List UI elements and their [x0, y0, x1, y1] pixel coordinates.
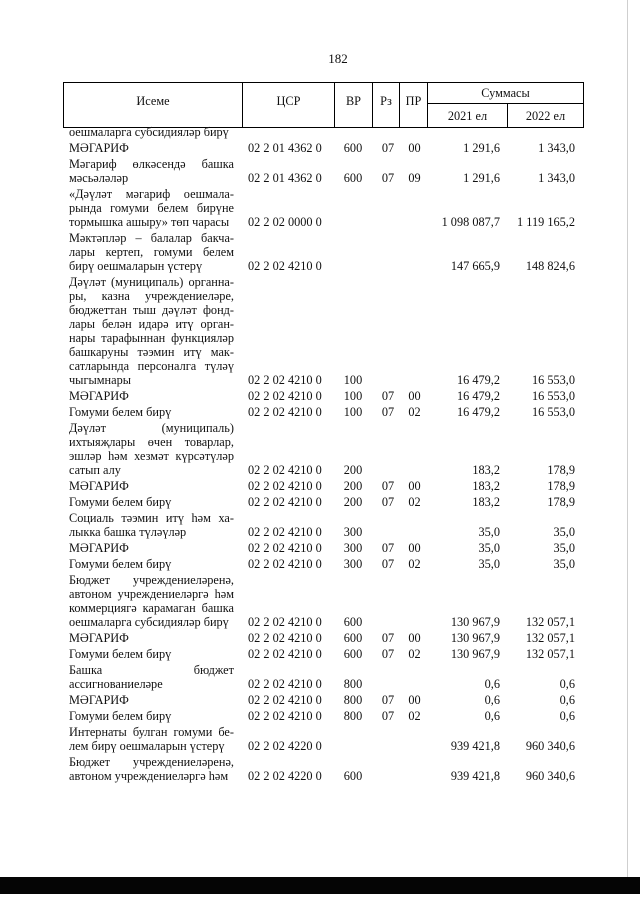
csr-cell: 02 2 02 4210 0	[248, 525, 322, 539]
csr-cell: 02 2 02 0000 0	[248, 215, 322, 229]
row-name-line: бирү оешмаларын үстерү	[69, 259, 203, 273]
csr-cell: 02 2 02 4210 0	[248, 709, 322, 723]
row-name-line: Мәктәпләр – балалар бакча-	[69, 231, 234, 245]
row-name-cell	[63, 693, 242, 707]
row-name-line: мәсьәләләр	[69, 171, 129, 185]
header-name: Исеме	[64, 83, 243, 128]
vr-cell: 100	[343, 405, 363, 419]
row-name-cell	[63, 541, 242, 555]
csr-cell: 02 2 02 4210 0	[248, 389, 322, 403]
vr-cell: 100	[343, 373, 363, 387]
sum-2021-cell: 183,2	[472, 463, 500, 477]
sum-2021-cell: 1 291,6	[463, 141, 500, 155]
rz-cell: 07	[381, 405, 395, 419]
row-name-line: ассигнованиеләре	[69, 677, 163, 691]
row-name-line: Интернаты булган гомуми бе-	[69, 725, 234, 739]
table-row	[63, 540, 583, 556]
vr-cell: 600	[343, 141, 363, 155]
sum-2021-cell: 16 479,2	[456, 373, 500, 387]
row-name-line: МӘГАРИФ	[69, 389, 129, 403]
sum-2021-cell: 130 967,9	[450, 615, 500, 629]
table-row	[63, 140, 583, 156]
rz-cell: 07	[381, 693, 395, 707]
vr-cell: 600	[343, 769, 363, 783]
header-rz: Рз	[373, 83, 400, 128]
vr-cell: 100	[343, 389, 363, 403]
pr-cell: 02	[408, 495, 421, 509]
row-name-line: оешмаларга субсидияләр бирү	[69, 125, 229, 139]
sum-2022-cell: 16 553,0	[531, 389, 575, 403]
vr-cell: 600	[343, 171, 363, 185]
vr-cell: 300	[343, 557, 363, 571]
vr-cell: 600	[343, 647, 363, 661]
csr-cell: 02 2 01 4362 0	[248, 171, 322, 185]
row-name-line: Гомуми белем бирү	[69, 405, 172, 419]
sum-2021-cell: 16 479,2	[456, 405, 500, 419]
pr-cell: 00	[408, 541, 421, 555]
table-row	[63, 630, 583, 646]
vr-cell: 200	[343, 495, 363, 509]
row-name-line: бюджеттан тыш дәүләт фонд-	[69, 303, 234, 317]
row-name-line: Мәгариф өлкәсендә башка	[69, 157, 234, 171]
sum-2022-cell: 1 119 165,2	[517, 215, 575, 229]
row-name-line: Гомуми белем бирү	[69, 647, 172, 661]
sum-2021-cell: 130 967,9	[450, 647, 500, 661]
sum-2021-cell: 35,0	[478, 525, 500, 539]
sum-2022-cell: 0,6	[559, 693, 575, 707]
row-name-line: МӘГАРИФ	[69, 631, 129, 645]
sum-2021-cell: 130 967,9	[450, 631, 500, 645]
table-row	[63, 708, 583, 724]
table-row	[63, 724, 583, 754]
sum-2021-cell: 0,6	[484, 709, 500, 723]
header-sum-2022: 2022 ел	[508, 104, 584, 128]
table-row	[63, 662, 583, 692]
sum-2022-cell: 35,0	[553, 525, 575, 539]
sum-2021-cell: 939 421,8	[450, 739, 500, 753]
row-name-line: МӘГАРИФ	[69, 141, 129, 155]
row-name-line: Гомуми белем бирү	[69, 557, 172, 571]
table-row	[63, 404, 583, 420]
row-name-line: Гомуми белем бирү	[69, 709, 172, 723]
sum-2022-cell: 132 057,1	[525, 631, 575, 645]
header-vr: ВР	[335, 83, 373, 128]
rz-cell: 07	[381, 479, 395, 493]
rz-cell: 07	[381, 631, 395, 645]
pr-cell: 02	[408, 647, 421, 661]
row-name-line: эшләр һәм хезмәт күрсәтүләр	[69, 449, 234, 463]
vr-cell: 300	[343, 525, 363, 539]
table-row	[63, 494, 583, 510]
rz-cell: 07	[381, 557, 395, 571]
row-name-line: Социаль тәэмин итү һәм ха-	[69, 511, 234, 525]
row-name-cell	[63, 573, 242, 629]
table-row	[63, 754, 583, 784]
csr-cell: 02 2 02 4210 0	[248, 463, 322, 477]
rz-cell: 07	[381, 541, 395, 555]
header-sum-2021: 2021 ел	[428, 104, 508, 128]
row-name-cell	[63, 421, 242, 477]
pr-cell: 02	[408, 709, 421, 723]
sum-2022-cell: 178,9	[547, 463, 575, 477]
table-row	[63, 124, 583, 140]
sum-2021-cell: 1 098 087,7	[441, 215, 500, 229]
sum-2021-cell: 147 665,9	[450, 259, 500, 273]
sum-2022-cell: 178,9	[547, 479, 575, 493]
row-name-line: МӘГАРИФ	[69, 479, 129, 493]
pr-cell: 02	[408, 405, 421, 419]
row-name-line: лары белән идарә итү орган-	[69, 317, 234, 331]
sum-2022-cell: 1 343,0	[538, 141, 575, 155]
sum-2022-cell: 1 343,0	[538, 171, 575, 185]
row-name-line: «Дәүләт мәгариф оешмала-	[69, 187, 234, 201]
rz-cell: 07	[381, 389, 395, 403]
row-name-cell	[63, 631, 242, 645]
row-name-line: рында гомуми белем бирүне	[69, 201, 234, 215]
csr-cell: 02 2 02 4210 0	[248, 677, 322, 691]
row-name-cell	[63, 479, 242, 493]
pr-cell: 00	[408, 693, 421, 707]
csr-cell: 02 2 02 4220 0	[248, 769, 322, 783]
sum-2022-cell: 35,0	[553, 541, 575, 555]
sum-2022-cell: 148 824,6	[525, 259, 575, 273]
sum-2022-cell: 0,6	[559, 677, 575, 691]
vr-cell: 300	[343, 541, 363, 555]
table-row	[63, 572, 583, 630]
table-row	[63, 156, 583, 186]
sum-2022-cell: 960 340,6	[525, 769, 575, 783]
sum-2022-cell: 35,0	[553, 557, 575, 571]
row-name-cell	[63, 709, 242, 723]
sum-2021-cell: 0,6	[484, 677, 500, 691]
row-name-cell	[63, 663, 242, 691]
row-name-line: Дәүләт (муниципаль) органна-	[69, 275, 234, 289]
sum-2021-cell: 35,0	[478, 541, 500, 555]
csr-cell: 02 2 02 4220 0	[248, 739, 322, 753]
row-name-line: Дәүләт (муниципаль)	[69, 421, 234, 435]
page-number: 182	[328, 51, 348, 66]
row-name-cell	[63, 647, 242, 661]
csr-cell: 02 2 01 4362 0	[248, 141, 322, 155]
rz-cell: 07	[381, 709, 395, 723]
scan-edge-line	[627, 0, 628, 877]
vr-cell: 600	[343, 631, 363, 645]
sum-2021-cell: 1 291,6	[463, 171, 500, 185]
csr-cell: 02 2 02 4210 0	[248, 541, 322, 555]
pr-cell: 00	[408, 479, 421, 493]
row-name-line: Гомуми белем бирү	[69, 495, 172, 509]
pr-cell: 00	[408, 631, 421, 645]
header-csr: ЦСР	[243, 83, 335, 128]
row-name-line: Бюджет учреждениеләренә,	[69, 755, 234, 769]
row-name-line: ихтыяҗлары өчен товарлар,	[69, 435, 234, 449]
vr-cell: 200	[343, 463, 363, 477]
sum-2021-cell: 183,2	[472, 479, 500, 493]
sum-2021-cell: 939 421,8	[450, 769, 500, 783]
sum-2022-cell: 0,6	[559, 709, 575, 723]
row-name-cell	[63, 157, 242, 185]
row-name-line: Башка бюджет	[69, 663, 234, 677]
table-row	[63, 646, 583, 662]
sum-2022-cell: 132 057,1	[525, 647, 575, 661]
row-name-cell	[63, 511, 242, 539]
row-name-line: оешмаларга субсидияләр бирү	[69, 615, 229, 629]
sum-2021-cell: 16 479,2	[456, 389, 500, 403]
header-pr: ПР	[400, 83, 428, 128]
table-row	[63, 556, 583, 572]
row-name-line: сатып алу	[69, 463, 121, 477]
vr-cell: 800	[343, 677, 363, 691]
table-row	[63, 274, 583, 388]
sum-2021-cell: 0,6	[484, 693, 500, 707]
sum-2022-cell: 132 057,1	[525, 615, 575, 629]
table-row	[63, 420, 583, 478]
row-name-cell	[63, 187, 242, 229]
row-name-line: Бюджет учреждениеләренә,	[69, 573, 234, 587]
rz-cell: 07	[381, 171, 395, 185]
row-name-line: автоном учреждениеләргә һәм	[69, 769, 229, 783]
row-name-line: сатларында персоналга түләү	[69, 359, 234, 373]
row-name-line: нары тарафыннан функцияләр	[69, 331, 234, 345]
vr-cell: 800	[343, 693, 363, 707]
row-name-cell	[63, 141, 242, 155]
row-name-line: автоном учреждениеләргә һәм	[69, 587, 234, 601]
sum-2022-cell: 960 340,6	[525, 739, 575, 753]
csr-cell: 02 2 02 4210 0	[248, 405, 322, 419]
scan-bottom-bar	[0, 877, 640, 894]
row-name-cell	[63, 125, 242, 139]
csr-cell: 02 2 02 4210 0	[248, 631, 322, 645]
row-name-cell	[63, 725, 242, 753]
pr-cell: 09	[408, 171, 421, 185]
vr-cell: 600	[343, 615, 363, 629]
csr-cell: 02 2 02 4210 0	[248, 479, 322, 493]
row-name-line: тормышка ашыру» төп чарасы	[69, 215, 230, 229]
csr-cell: 02 2 02 4210 0	[248, 259, 322, 273]
sum-2021-cell: 183,2	[472, 495, 500, 509]
row-name-cell	[63, 405, 242, 419]
vr-cell: 200	[343, 479, 363, 493]
row-name-cell	[63, 557, 242, 571]
table-row	[63, 388, 583, 404]
pr-cell: 02	[408, 557, 421, 571]
rz-cell: 07	[381, 495, 395, 509]
row-name-line: МӘГАРИФ	[69, 693, 129, 707]
vr-cell: 800	[343, 709, 363, 723]
sum-2021-cell: 35,0	[478, 557, 500, 571]
csr-cell: 02 2 02 4210 0	[248, 615, 322, 629]
row-name-line: коммерциягә карамаган башка	[69, 601, 234, 615]
table-row	[63, 230, 583, 274]
row-name-line: лем бирү оешмаларын үстерү	[69, 739, 225, 753]
table-header	[63, 82, 584, 128]
row-name-cell	[63, 231, 242, 273]
sum-2022-cell: 16 553,0	[531, 373, 575, 387]
row-name-cell	[63, 275, 242, 387]
pr-cell: 00	[408, 141, 421, 155]
sum-2022-cell: 16 553,0	[531, 405, 575, 419]
row-name-cell	[63, 495, 242, 509]
row-name-line: лыкка башка түләүләр	[69, 525, 187, 539]
row-name-cell	[63, 755, 242, 783]
table-row	[63, 692, 583, 708]
table-row	[63, 478, 583, 494]
table-row	[63, 510, 583, 540]
row-name-line: лары кертеп, гомуми белем	[69, 245, 234, 259]
row-name-line: МӘГАРИФ	[69, 541, 129, 555]
csr-cell: 02 2 02 4210 0	[248, 647, 322, 661]
table-body	[63, 124, 583, 784]
csr-cell: 02 2 02 4210 0	[248, 693, 322, 707]
header-sums: Суммасы	[428, 83, 584, 104]
row-name-cell	[63, 389, 242, 403]
row-name-line: ры, казна учреждениеләре,	[69, 289, 234, 303]
rz-cell: 07	[381, 141, 395, 155]
sum-2022-cell: 178,9	[547, 495, 575, 509]
csr-cell: 02 2 02 4210 0	[248, 373, 322, 387]
csr-cell: 02 2 02 4210 0	[248, 495, 322, 509]
row-name-line: чыгымнары	[69, 373, 131, 387]
rz-cell: 07	[381, 647, 395, 661]
csr-cell: 02 2 02 4210 0	[248, 557, 322, 571]
row-name-line: башкаруны тәэмин итү мак-	[69, 345, 234, 359]
table-row	[63, 186, 583, 230]
pr-cell: 00	[408, 389, 421, 403]
